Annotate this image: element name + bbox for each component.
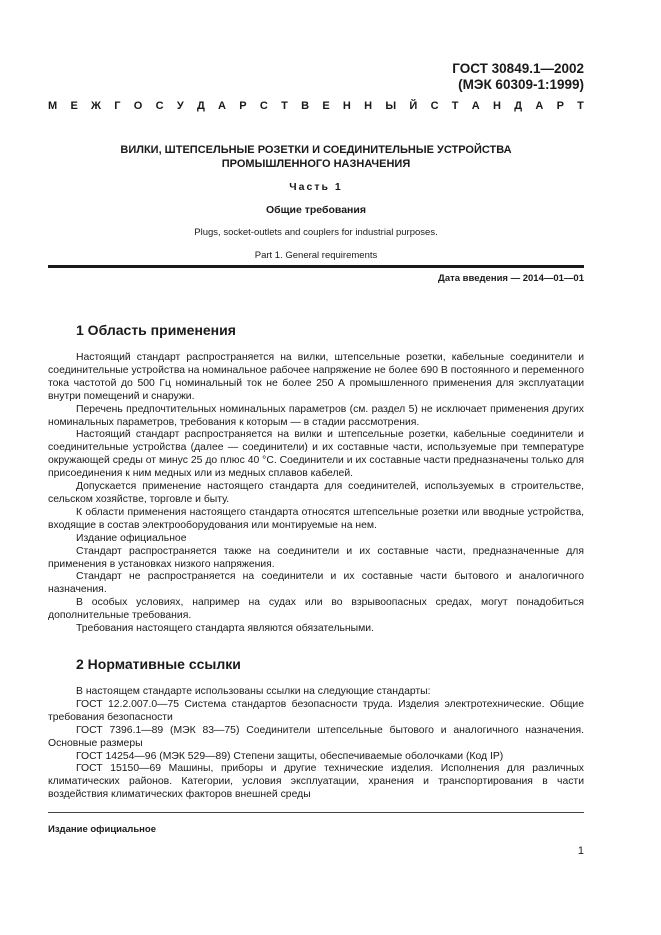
paragraph: ГОСТ 15150—69 Машины, приборы и другие технические изделия. Исполнения для различных климатических районов. Категории, условия эксплуатации, хранения и транспортирования в части воздействия климатических факторов внешней среды [48, 763, 584, 801]
paragraph: Перечень предпочтительных номинальных параметров (см. раздел 5) не исключает применения других номинальных параметров, требования к которым — в стадии рассмотрения. [48, 403, 584, 428]
banner-letter: С [259, 100, 268, 112]
banner-letter: Р [556, 100, 564, 112]
section-heading: 1 Область применения [76, 322, 236, 338]
banner-letter: В [301, 100, 310, 112]
banner-letter: Е [70, 100, 78, 112]
section-body [48, 686, 584, 802]
banner-letter: Й [409, 100, 418, 112]
banner-letter: Р [239, 100, 247, 112]
banner-letter: М [48, 100, 58, 112]
page-number: 1 [577, 845, 584, 857]
english-title: Plugs, socket-outlets and couplers for industrial purposes. [194, 227, 438, 238]
banner-letter: Е [322, 100, 330, 112]
title-block [48, 143, 584, 261]
part-label: Часть 1 [289, 181, 343, 193]
paragraph: ГОСТ 12.2.007.0—75 Система стандартов безопасности труда. Изделия электротехнические. Общие требования безопасности [48, 698, 584, 723]
footer-divider [48, 812, 584, 813]
banner-letter: Н [493, 100, 501, 112]
title-divider [48, 265, 584, 268]
banner-letter: Д [514, 100, 523, 112]
banner-letter: Т [577, 100, 584, 112]
banner-letter: А [535, 100, 544, 112]
banner-letter: Ж [91, 100, 101, 112]
paragraph: ГОСТ 7396.1—89 (МЭК 83—75) Соединители штепсельные бытового и аналогичного назначения. Основные размеры [48, 724, 584, 749]
banner-letter: Т [281, 100, 288, 112]
paragraph: Стандарт распространяется также на соединители и их составные части, предназначенные для применения в установках низкого напряжения. [48, 545, 584, 570]
standard-code: ГОСТ 30849.1—2002 [452, 61, 584, 76]
paragraph: К области применения настоящего стандарта относятся штепсельные розетки или вводные устройства, входящие в состав электрооборудования или монтируемые на нем. [48, 506, 584, 531]
iec-code: (МЭК 60309-1:1999) [458, 77, 584, 92]
section-scope [48, 322, 584, 636]
banner-letter: С [430, 100, 439, 112]
banner-letter: О [133, 100, 143, 112]
document-title: ВИЛКИ, ШТЕПСЕЛЬНЫЕ РОЗЕТКИ И СОЕДИНИТЕЛЬНЫЕ УСТРОЙСТВА ПРОМЫШЛЕННОГО НАЗНАЧЕНИЯ [120, 144, 512, 170]
paragraph: Издание официальное [76, 532, 187, 544]
paragraph: Требования настоящего стандарта являются обязательными. [76, 623, 374, 635]
paragraph: Допускается применение настоящего стандарта для соединителей, используемых в строительстве, сельском хозяйстве, торговле и быту. [48, 481, 584, 505]
banner-letter: А [471, 100, 480, 112]
banner-letter: Н [364, 100, 373, 112]
paragraph: ГОСТ 14254—96 (МЭК 529—89) Степени защиты, обеспечиваемые оболочками (Код IP) [76, 750, 504, 762]
paragraph: Настоящий стандарт распространяется на вилки, штепсельные розетки, кабельные соединители и соединительные устройства на номинальное рабочее напряжение не более 690 В постоянного и переменного тока частотой до 500 Гц номинальный ток не более 250 А промышленного применения для эксплуатации внутри помещений и снаружи. [48, 352, 584, 402]
banner-letter: Т [451, 100, 459, 112]
banner-letter: А [218, 100, 226, 112]
banner-letter: Н [342, 100, 351, 112]
standard-codes [452, 61, 584, 93]
interstate-standard-banner [48, 100, 584, 112]
document-subtitle: Общие требования [266, 204, 366, 216]
section-normative-references [48, 656, 584, 802]
banner-letter: У [176, 100, 184, 112]
official-edition-label: Издание официальное [48, 824, 156, 835]
banner-letter: С [155, 100, 164, 112]
section-heading: 2 Нормативные ссылки [76, 656, 241, 672]
banner-letter: Г [114, 100, 121, 112]
banner-letter: Д [196, 100, 205, 112]
section-body [48, 352, 584, 636]
paragraph: В настоящем стандарте использованы ссылки на следующие стандарты: [76, 686, 431, 697]
paragraph: В особых условиях, например на судах или во взрывоопасных средах, могут понадобиться дополнительные требования. [48, 597, 584, 622]
paragraph: Стандарт не распространяется на соединители и их составные части бытового и аналогичного назначения. [48, 571, 584, 596]
paragraph: Настоящий стандарт распространяется на вилки и штепсельные розетки, кабельные соединители и соединительные устройства (далее — соединители) и их составные части, используемые при температуре окружающей среды от минус 25 до плюс 40 °С. Соединители и их составные части предназначены только для присоединения к ним медных или из медных сплавов кабелей. [48, 429, 584, 480]
introduction-date: Дата введения — 2014—01—01 [438, 273, 584, 284]
english-part: Part 1. General requirements [254, 250, 378, 261]
banner-letter: Ы [385, 100, 397, 112]
